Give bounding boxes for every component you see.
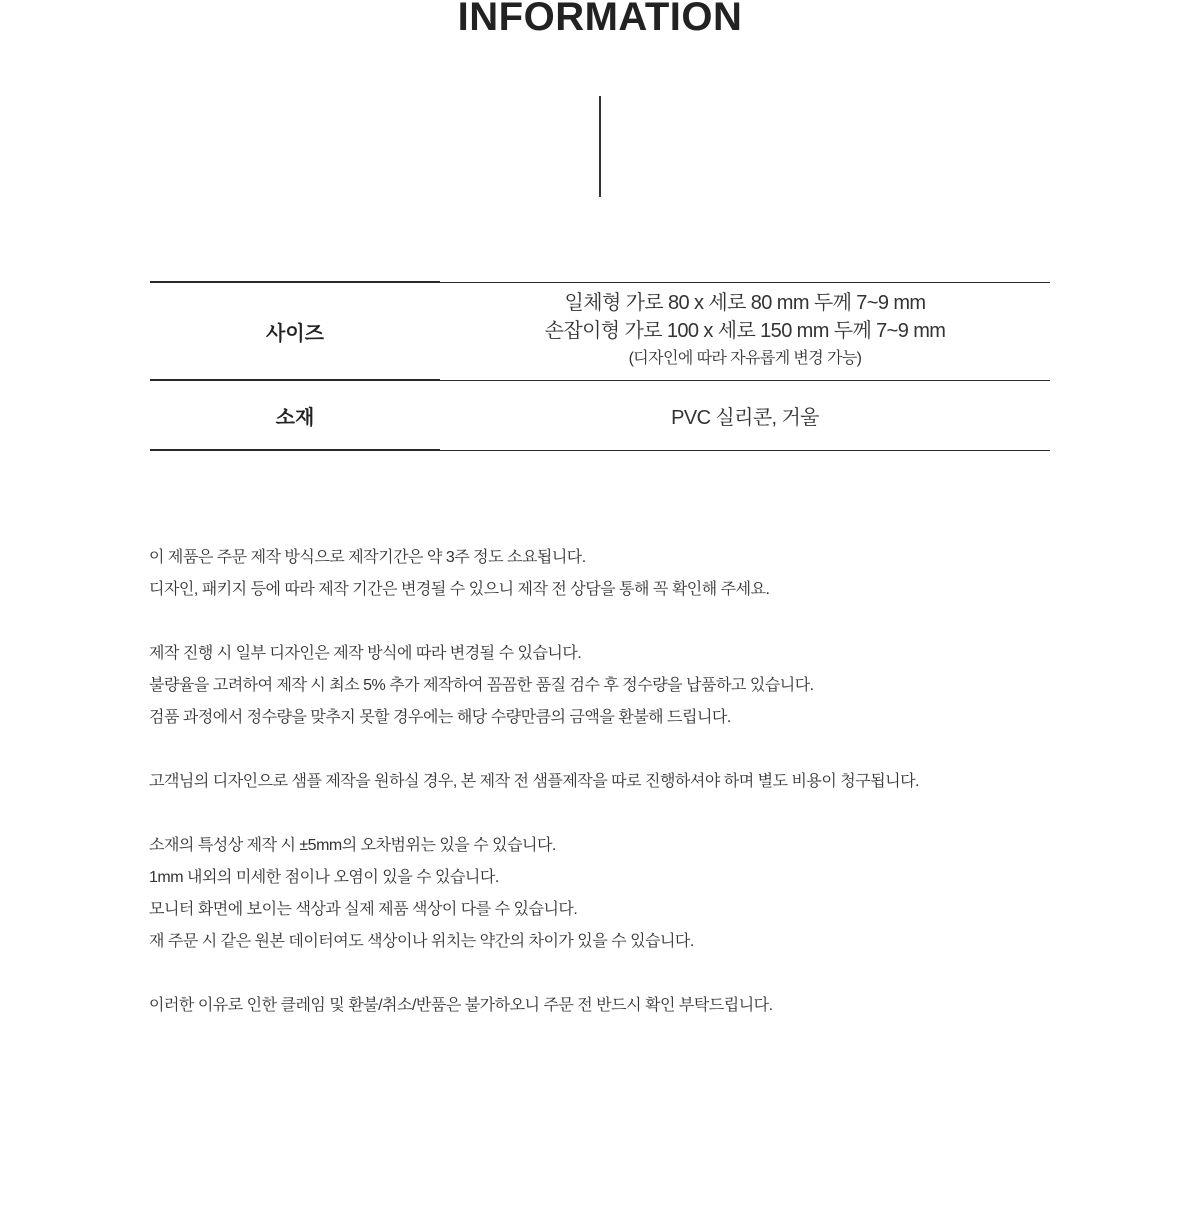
- material-label: 소재: [150, 380, 440, 450]
- note-line: 고객님의 디자인으로 샘플 제작을 원하실 경우, 본 제작 전 샘플제작을 따로 진행하셔야 하며 별도 비용이 청구됩니다.: [149, 773, 920, 790]
- size-label: 사이즈: [150, 282, 440, 380]
- note-group-production-quality: [149, 638, 1049, 734]
- note-line: 불량율을 고려하여 제작 시 최소 5% 추가 제작하여 꼼꼼한 품질 검수 후 정수량을 납품하고 있습니다.: [149, 677, 814, 694]
- note-group-tolerance: [149, 830, 1049, 958]
- note-line: 재 주문 시 같은 원본 데이터여도 색상이나 위치는 약간의 차이가 있을 수 있습니다.: [149, 933, 694, 950]
- note-line: 1mm 내외의 미세한 점이나 오염이 있을 수 있습니다.: [149, 869, 499, 886]
- size-value-integrated: 일체형 가로 80 x 세로 80 mm 두께 7~9 mm: [564, 292, 926, 314]
- size-value-cell: [440, 282, 1050, 380]
- note-group-claims: [149, 990, 1049, 1022]
- note-group-production-period: [149, 542, 1049, 606]
- vertical-divider: [599, 96, 601, 197]
- note-line: 이러한 이유로 인한 클레임 및 환불/취소/반품은 불가하오니 주문 전 반드시 확인 부탁드립니다.: [149, 997, 773, 1014]
- size-value-handle: 손잡이형 가로 100 x 세로 150 mm 두께 7~9 mm: [544, 320, 946, 342]
- note-line: 디자인, 패키지 등에 따라 제작 기간은 변경될 수 있으니 제작 전 상담을 통해 꼭 확인해 주세요.: [149, 581, 770, 598]
- note-line: 제작 진행 시 일부 디자인은 제작 방식에 따라 변경될 수 있습니다.: [149, 645, 582, 662]
- size-note: (디자인에 따라 자유롭게 변경 가능): [628, 350, 862, 367]
- material-value: PVC 실리콘, 거울: [440, 380, 1050, 450]
- page-title: INFORMATION: [457, 0, 743, 39]
- spec-table: [150, 281, 1050, 451]
- notice-section: [149, 542, 1049, 1054]
- note-group-sample: [149, 766, 1049, 798]
- note-line: 이 제품은 주문 제작 방식으로 제작기간은 약 3주 정도 소요됩니다.: [149, 549, 586, 566]
- table-row-material: [150, 380, 1050, 450]
- table-row-size: [150, 282, 1050, 380]
- note-line: 소재의 특성상 제작 시 ±5mm의 오차범위는 있을 수 있습니다.: [149, 837, 556, 854]
- note-line: 검품 과정에서 정수량을 맞추지 못할 경우에는 해당 수량만큼의 금액을 환불해 드립니다.: [149, 709, 731, 726]
- note-line: 모니터 화면에 보이는 색상과 실제 제품 색상이 다를 수 있습니다.: [149, 901, 578, 918]
